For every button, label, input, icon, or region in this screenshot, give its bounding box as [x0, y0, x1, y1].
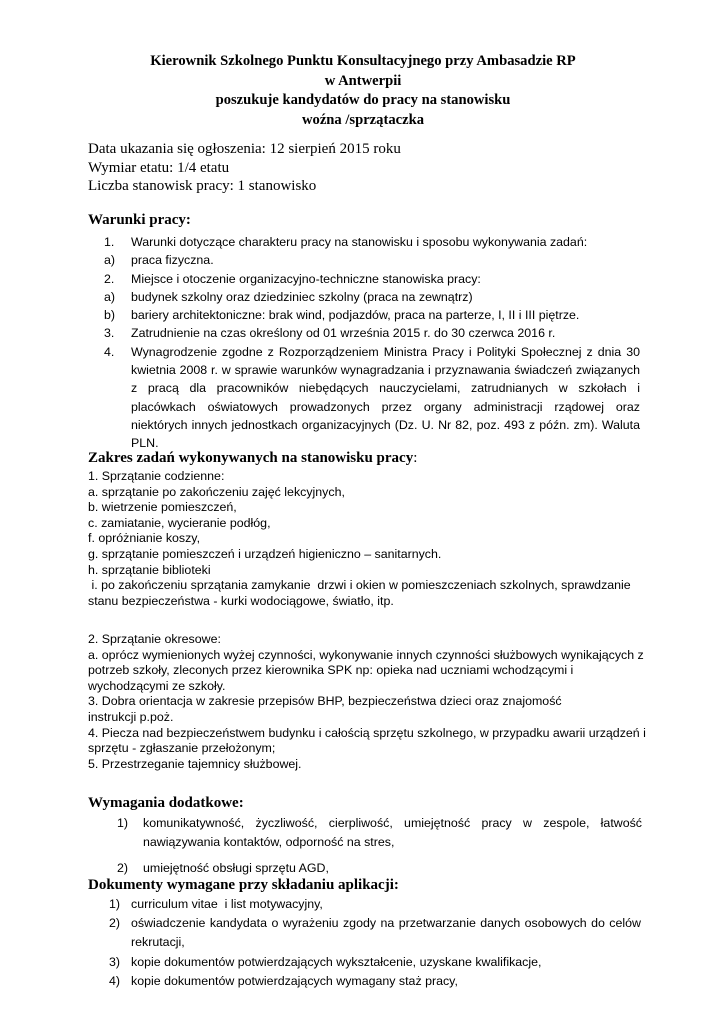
list-item: 1. Warunki dotyczące charakteru pracy na stanowisku i sposobu wykonywania zadań: [104, 235, 588, 249]
list-item: stanu bezpieczeństwa - kurki wodociągowe, światło, itp. [88, 593, 394, 608]
list-item: h. sprzątanie biblioteki [88, 562, 211, 577]
header-line-2: w Antwerpii [324, 72, 402, 89]
list-item: 1) komunikatywność, życzliwość, cierpliwość, umiejętność pracy w zespole, łatwość nawiązywania kontaktów, odporność na stres, [117, 816, 642, 849]
list-item: instrukcji p.poż. [88, 709, 174, 724]
documents-list [109, 895, 641, 991]
job-info [88, 140, 401, 196]
list-item: 2. Sprzątanie okresowe: [88, 632, 221, 646]
requirements-list [117, 814, 642, 878]
header-line-1: Kierownik Szkolnego Punktu Konsultacyjnego przy Ambasadzie RP [150, 53, 576, 69]
requirements-heading: Wymagania dodatkowe: [88, 795, 244, 811]
announcement-header [88, 52, 638, 130]
list-item: 2) umiejętność obsługi sprzętu AGD, [117, 861, 329, 876]
list-item: f. opróżnianie koszy, [88, 531, 201, 546]
documents-heading: Dokumenty wymagane przy składaniu aplikacji: [88, 877, 399, 893]
list-item: 4) kopie dokumentów potwierdzających wymagany staż pracy, [109, 973, 458, 988]
duties-heading: Zakres zadań wykonywanych na stanowisku pracy: [88, 450, 418, 466]
list-item: a. sprzątanie po zakończeniu zajęć lekcyjnych, [88, 484, 345, 499]
list-item: a. oprócz wymienionych wyżej czynności, wykonywanie innych czynności służbowych wynikających z [88, 647, 644, 662]
announcement-date: Data ukazania się ogłoszenia: 12 sierpień 2015 roku [88, 141, 401, 157]
list-item: 4. Piecza nad bezpieczeństwem budynku i całością sprzętu szkolnego, w przypadku awarii urządzeń i [88, 725, 646, 740]
list-item: g. sprzątanie pomieszczeń i urządzeń higieniczno – sanitarnych. [88, 546, 442, 561]
header-line-4: woźna /sprzątaczka [301, 111, 424, 128]
list-item: 4. Wynagrodzenie zgodne z Rozporządzeniem Ministra Pracy i Polityki Społecznej z dnia 30 kwietnia 2008 r. w sprawie warunków wynagradzania i przyznawania świadczeń związanych z pracą dla pracowników niebędących nauczycielami, zatrudnianych w szkołach i placówkach oświatowych prowadzonych przez organy administracji rządowej oraz niektórych innych jednostkach organizacyjnych (Dz. U. Nr 82, poz. 493 z późn. zm). Waluta PLN. [104, 344, 640, 451]
list-item: b. wietrzenie pomieszczeń, [88, 500, 237, 515]
list-item: sprzętu - zgłaszanie przełożonym; [88, 741, 276, 756]
employment-fte: Wymiar etatu: 1/4 etatu [88, 159, 230, 176]
list-item: c. zamiatanie, wycieranie podłóg, [88, 515, 271, 530]
list-item: 2. Miejsce i otoczenie organizacyjno-techniczne stanowiska pracy: [104, 271, 481, 286]
conditions-heading: Warunki pracy: [88, 212, 191, 228]
list-item: 1) curriculum vitae i list motywacyjny, [109, 897, 323, 911]
list-item: 3. Zatrudnienie na czas określony od 01 września 2015 r. do 30 czerwca 2016 r. [104, 326, 556, 341]
list-item: wychodzącymi ze szkoły. [88, 678, 226, 693]
list-item: b) bariery architektoniczne: brak wind, podjazdów, praca na parterze, I, II i III piętrze. [104, 308, 580, 323]
daily-duties [88, 469, 648, 609]
list-item: 3. Dobra orientacja w zakresie przepisów BHP, bezpieczeństwa dzieci oraz znajomość [88, 694, 562, 709]
list-item: 3) kopie dokumentów potwierdzających wykształcenie, uzyskane kwalifikacje, [109, 954, 542, 969]
list-item: 5. Przestrzeganie tajemnicy służbowej. [88, 756, 302, 771]
positions-count: Liczba stanowisk pracy: 1 stanowisko [88, 178, 317, 194]
header-line-3: poszukuje kandydatów do pracy na stanowisku [215, 92, 511, 108]
conditions-list [104, 233, 640, 453]
list-item: 1. Sprzątanie codzienne: [88, 469, 225, 483]
list-item: i. po zakończeniu sprzątania zamykanie drzwi i okien w pomieszczeniach szkolnych, sprawdzanie [88, 578, 631, 593]
list-item: a) praca fizyczna. [104, 253, 214, 268]
list-item: a) budynek szkolny oraz dziedziniec szkolny (praca na zewnątrz) [104, 289, 473, 304]
list-item: potrzeb szkoły, zleconych przez kierownika SPK np: opieka nad uczniami wchodzącymi i [88, 663, 574, 678]
list-item: 2) oświadczenie kandydata o wyrażeniu zgody na przetwarzanie danych osobowych do celów rekrutacji, [109, 916, 641, 950]
periodic-duties [88, 632, 648, 772]
